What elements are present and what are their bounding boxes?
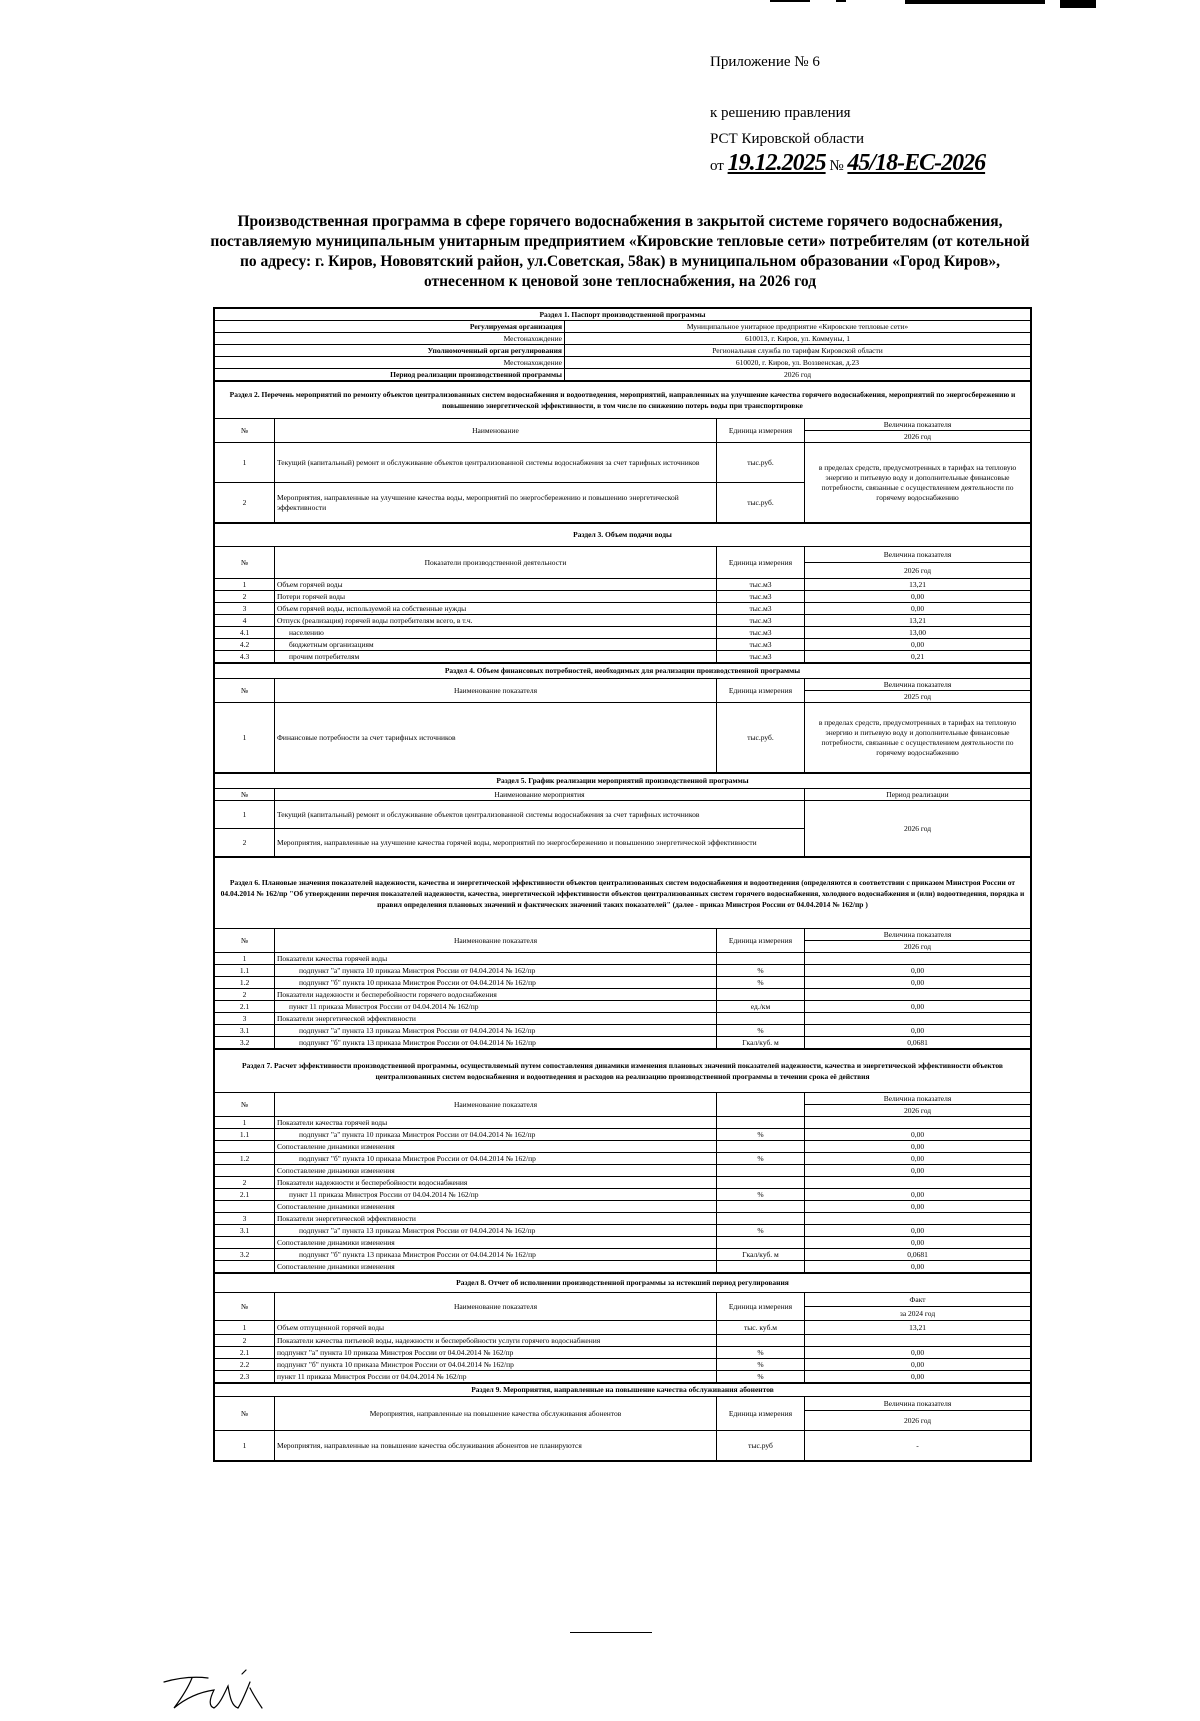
header-value: Величина показателя: [805, 679, 1031, 691]
row-no: 1.1: [215, 1129, 275, 1141]
header-name: Наименование мероприятия: [275, 789, 805, 801]
row-name: подпункт "б" пункта 10 приказа Минстроя России от 04.04.2014 № 162/пр: [275, 977, 717, 989]
header-value: Величина показателя: [805, 1093, 1031, 1105]
header-no: №: [215, 1093, 275, 1117]
header-year: 2026 год: [805, 941, 1031, 953]
row-unit: тыс.руб.: [717, 703, 805, 773]
passport-value: 2026 год: [565, 369, 1031, 381]
row-no: [215, 1261, 275, 1273]
header-unit: Единица измерения: [717, 1397, 805, 1431]
row-no: 1: [215, 1117, 275, 1129]
row-value: [805, 1213, 1031, 1225]
row-name: подпункт "б" пункта 13 приказа Минстроя России от 04.04.2014 № 162/пр: [275, 1037, 717, 1049]
row-value: 0,00: [805, 1141, 1031, 1153]
row-no: 2: [215, 1335, 275, 1347]
row-name: Показатели энергетической эффективности: [275, 1013, 717, 1025]
row-value: 0,00: [805, 1165, 1031, 1177]
document-title: Производственная программа в сфере горячего водоснабжения в закрытой системе горячего водоснабжения, поставляемую муниципальным унитарным предприятием «Кировские тепловые сети» потребителям (от котельной по адресу: г. Киров, Нововятский район, ул.Советская, 58ак) в муниципальном образовании «Город Киров», отнесенном к ценовой зоне теплоснабжения, на 2026 год: [210, 213, 1030, 290]
header-year: 2025 год: [805, 691, 1031, 703]
passport-label: Местонахождение: [215, 357, 565, 369]
header-no: №: [215, 547, 275, 579]
row-name: Объем горячей воды: [275, 579, 717, 591]
row-unit: тыс.м3: [717, 651, 805, 663]
row-name: подпункт "а" пункта 10 приказа Минстроя России от 04.04.2014 № 162/пр: [275, 965, 717, 977]
row-name: бюджетным организациям: [275, 639, 717, 651]
row-unit: %: [717, 1225, 805, 1237]
row-name: пункт 11 приказа Минстроя России от 04.04.2014 № 162/пр: [275, 1189, 717, 1201]
section-9-title: Раздел 9. Мероприятия, направленные на повышение качества обслуживания абонентов: [215, 1384, 1031, 1397]
row-name: подпункт "б" пункта 10 приказа Минстроя России от 04.04.2014 № 162/пр: [275, 1153, 717, 1165]
header-year: 2026 год: [805, 563, 1031, 579]
scan-mark: [770, 0, 810, 2]
header-name: Мероприятия, направленные на повышение качества обслуживания абонентов: [275, 1397, 717, 1431]
section-7-efficiency: [214, 1049, 1031, 1273]
row-value: 13,21: [805, 579, 1031, 591]
row-no: 1: [215, 801, 275, 829]
header-unit: Единица измерения: [717, 929, 805, 953]
row-value: 0,0681: [805, 1249, 1031, 1261]
header-year: 2026 год: [805, 1105, 1031, 1117]
scan-mark: [1060, 0, 1096, 8]
header-value: Величина показателя: [805, 1397, 1031, 1411]
row-name: Мероприятия, направленные на улучшение качества горячей воды, мероприятий по энергосбережению и повышению энергетической эффективности: [275, 829, 805, 857]
header-value: Величина показателя: [805, 929, 1031, 941]
row-no: 1: [215, 579, 275, 591]
row-name: подпункт "а" пункта 10 приказа Минстроя России от 04.04.2014 № 162/пр: [275, 1347, 717, 1359]
row-value: [805, 989, 1031, 1001]
scan-mark: [836, 0, 846, 2]
row-unit: [717, 1177, 805, 1189]
row-name: населению: [275, 627, 717, 639]
row-unit: [717, 1335, 805, 1347]
row-unit: тыс.м3: [717, 579, 805, 591]
decision-date-number: [710, 150, 985, 177]
row-name: Показатели энергетической эффективности: [275, 1213, 717, 1225]
row-unit: Гкал/куб. м: [717, 1037, 805, 1049]
section-9-service-quality: [214, 1383, 1031, 1461]
row-name: Сопоставление динамики изменения: [275, 1261, 717, 1273]
row-unit: [717, 1013, 805, 1025]
header-name: Наименование показателя: [275, 679, 717, 703]
row-no: 1: [215, 1431, 275, 1461]
row-unit: %: [717, 1129, 805, 1141]
row-name: Показатели качества горячей воды: [275, 1117, 717, 1129]
row-unit: ед./км: [717, 1001, 805, 1013]
row-unit: [717, 1141, 805, 1153]
header-name: Наименование показателя: [275, 929, 717, 953]
header-value: Величина показателя: [805, 419, 1031, 431]
row-name: Потери горячей воды: [275, 591, 717, 603]
row-no: 4: [215, 615, 275, 627]
row-value: 13,21: [805, 615, 1031, 627]
header-unit: Единица измерения: [717, 679, 805, 703]
row-name: подпункт "б" пункта 13 приказа Минстроя России от 04.04.2014 № 162/пр: [275, 1249, 717, 1261]
row-unit: тыс.м3: [717, 615, 805, 627]
section-3-water-volume: [214, 523, 1031, 663]
header-name: Наименование показателя: [275, 1293, 717, 1321]
row-value: [805, 1335, 1031, 1347]
handwritten-date: 19.12.2025: [727, 150, 826, 176]
header-year: 2026 год: [805, 431, 1031, 443]
number-prefix: №: [829, 158, 844, 174]
row-unit: тыс.руб.: [717, 483, 805, 523]
row-name: Мероприятия, направленные на повышение качества обслуживания абонентов не планируются: [275, 1431, 717, 1461]
section-1-title: Раздел 1. Паспорт производственной программы: [215, 309, 1031, 321]
passport-value: 610020, г. Киров, ул. Воззвенская, д.23: [565, 357, 1031, 369]
row-value: [805, 1013, 1031, 1025]
header-unit: Единица измерения: [717, 1293, 805, 1321]
row-no: 1.2: [215, 977, 275, 989]
header-name: Наименование показателя: [275, 1093, 717, 1117]
row-unit: %: [717, 977, 805, 989]
section-8-report: [214, 1273, 1031, 1383]
row-no: [215, 1201, 275, 1213]
row-value: 0,00: [805, 1347, 1031, 1359]
row-no: 2: [215, 1177, 275, 1189]
row-name: подпункт "а" пункта 10 приказа Минстроя России от 04.04.2014 № 162/пр: [275, 1129, 717, 1141]
row-value: 0,00: [805, 1225, 1031, 1237]
row-unit: тыс.м3: [717, 591, 805, 603]
passport-label: Уполномоченный орган регулирования: [215, 345, 565, 357]
row-value: 13,21: [805, 1321, 1031, 1335]
row-name: Сопоставление динамики изменения: [275, 1141, 717, 1153]
row-no: 1: [215, 703, 275, 773]
row-no: 2.2: [215, 1359, 275, 1371]
row-value: 0,00: [805, 1371, 1031, 1383]
from-prefix: от: [710, 158, 724, 174]
header-no: №: [215, 1397, 275, 1431]
section-7-title: Раздел 7. Расчет эффективности производственной программы, осуществляемый путем сопоставления динамики изменения плановых значений показателей надежности, качества и энергетической эффективности объектов централизованных систем водоснабжения и водоотведения и расходов на реализацию производственной программы в течении срока её действия: [215, 1050, 1031, 1093]
row-unit: тыс. куб.м: [717, 1321, 805, 1335]
row-name: Объем отпущенной горячей воды: [275, 1321, 717, 1335]
row-value: 13,00: [805, 627, 1031, 639]
row-unit: [717, 1213, 805, 1225]
row-value: 0,00: [805, 603, 1031, 615]
row-name: прочим потребителям: [275, 651, 717, 663]
row-value: -: [805, 1431, 1031, 1461]
row-unit: %: [717, 1189, 805, 1201]
signature-mark: [162, 1668, 282, 1714]
row-no: [215, 1141, 275, 1153]
row-no: 2.1: [215, 1001, 275, 1013]
row-no: 2: [215, 591, 275, 603]
header-no: №: [215, 1293, 275, 1321]
row-unit: %: [717, 1359, 805, 1371]
header-unit: Единица измерения: [717, 419, 805, 443]
section-4-financial-needs: [214, 663, 1031, 773]
row-name: Сопоставление динамики изменения: [275, 1237, 717, 1249]
row-no: 4.3: [215, 651, 275, 663]
row-unit: [717, 1201, 805, 1213]
row-value: 0,00: [805, 1201, 1031, 1213]
row-no: 2: [215, 829, 275, 857]
row-value: 0,0681: [805, 1037, 1031, 1049]
row-unit: [717, 953, 805, 965]
row-unit: [717, 1261, 805, 1273]
row-no: 3.2: [215, 1037, 275, 1049]
row-name: Финансовые потребности за счет тарифных источников: [275, 703, 717, 773]
row-value: 0,00: [805, 1359, 1031, 1371]
row-value: 0,00: [805, 1237, 1031, 1249]
row-name: подпункт "б" пункта 10 приказа Минстроя России от 04.04.2014 № 162/пр: [275, 1359, 717, 1371]
bottom-rule: [570, 1632, 652, 1633]
row-unit: тыс.м3: [717, 603, 805, 615]
header-period: Период реализации: [805, 789, 1031, 801]
row-value: 0,00: [805, 965, 1031, 977]
row-no: 1: [215, 1321, 275, 1335]
section-5-title: Раздел 5. График реализации мероприятий производственной программы: [215, 774, 1031, 789]
row-unit: Гкал/куб. м: [717, 1249, 805, 1261]
passport-value: 610013, г. Киров, ул. Коммуны, 1: [565, 333, 1031, 345]
decision-line-1: к решению правления: [710, 105, 851, 121]
row-name: пункт 11 приказа Минстроя России от 04.04.2014 № 162/пр: [275, 1001, 717, 1013]
row-no: 4.1: [215, 627, 275, 639]
row-no: 1.1: [215, 965, 275, 977]
row-no: 3.2: [215, 1249, 275, 1261]
row-no: 3: [215, 1013, 275, 1025]
program-tables: [213, 307, 1032, 1462]
row-unit: тыс.м3: [717, 627, 805, 639]
passport-value: Региональная служба по тарифам Кировской области: [565, 345, 1031, 357]
row-no: 2: [215, 483, 275, 523]
row-value: [805, 1117, 1031, 1129]
row-value: в пределах средств, предусмотренных в тарифах на тепловую энергию и питьевую воду и дополнительные финансовые потребности, связанные с осуществлением деятельности по горячему водоснабжению: [805, 703, 1031, 773]
row-no: 3: [215, 603, 275, 615]
row-no: 2.1: [215, 1189, 275, 1201]
row-name: Показатели качества горячей воды: [275, 953, 717, 965]
row-name: Текущий (капитальный) ремонт и обслуживание объектов централизованной системы водоснабжения за счет тарифных источников: [275, 443, 717, 483]
row-value: [805, 1177, 1031, 1189]
section-5-schedule: [214, 773, 1031, 857]
row-unit: %: [717, 1371, 805, 1383]
decision-line-2: РСТ Кировской области: [710, 131, 865, 147]
passport-label: Период реализации производственной программы: [215, 369, 565, 381]
section-2-activities: [214, 381, 1031, 523]
row-value: 0,00: [805, 1025, 1031, 1037]
row-value: [805, 953, 1031, 965]
row-unit: [717, 1117, 805, 1129]
row-period: 2026 год: [805, 801, 1031, 857]
header-name: Показатели производственной деятельности: [275, 547, 717, 579]
header-name: Наименование: [275, 419, 717, 443]
header-value: Величина показателя: [805, 547, 1031, 563]
row-value: 0,00: [805, 1261, 1031, 1273]
passport-label: Регулируемая организация: [215, 321, 565, 333]
row-no: [215, 1237, 275, 1249]
row-name: Сопоставление динамики изменения: [275, 1165, 717, 1177]
header-year: за 2024 год: [805, 1307, 1031, 1321]
row-unit: тыс.руб: [717, 1431, 805, 1461]
decision-reference: [710, 100, 864, 152]
header-no: №: [215, 419, 275, 443]
row-name: Отпуск (реализация) горячей воды потребителям всего, в т.ч.: [275, 615, 717, 627]
row-unit: тыс.м3: [717, 639, 805, 651]
row-unit: [717, 989, 805, 1001]
row-no: 3: [215, 1213, 275, 1225]
row-name: Текущий (капитальный) ремонт и обслуживание объектов централизованной системы водоснабжения за счет тарифных источников: [275, 801, 805, 829]
header-value: Факт: [805, 1293, 1031, 1307]
row-unit: %: [717, 1153, 805, 1165]
header-unit-empty: [717, 1093, 805, 1117]
header-no: №: [215, 929, 275, 953]
row-value: 0,00: [805, 639, 1031, 651]
row-value: 0,00: [805, 1129, 1031, 1141]
row-no: 1: [215, 443, 275, 483]
row-no: 2.3: [215, 1371, 275, 1383]
row-value: 0,21: [805, 651, 1031, 663]
row-unit: тыс.руб.: [717, 443, 805, 483]
section-2-title: Раздел 2. Перечень мероприятий по ремонту объектов централизованных систем водоснабжения и водоотведения, мероприятий, направленных на улучшение качества горячего водоснабжения, мероприятий по энергосбережению и повышению энергетической эффективности, в том числе по снижению потерь воды при транспортировке: [215, 382, 1031, 419]
passport-label: Местонахождение: [215, 333, 565, 345]
handwritten-number: 45/18-ЕС-2026: [847, 150, 986, 176]
row-unit: %: [717, 1347, 805, 1359]
row-name: Показатели надежности и бесперебойности водоснабжения: [275, 1177, 717, 1189]
row-no: 1: [215, 953, 275, 965]
row-no: 3.1: [215, 1225, 275, 1237]
row-no: [215, 1165, 275, 1177]
row-name: Объем горячей воды, используемой на собственные нужды: [275, 603, 717, 615]
row-name: Показатели надежности и бесперебойности горячего водоснабжения: [275, 989, 717, 1001]
row-value: 0,00: [805, 591, 1031, 603]
row-value: 0,00: [805, 1189, 1031, 1201]
header-no: №: [215, 679, 275, 703]
row-no: 1.2: [215, 1153, 275, 1165]
section-6-indicators: [214, 857, 1031, 1049]
row-name: подпункт "а" пункта 13 приказа Минстроя России от 04.04.2014 № 162/пр: [275, 1025, 717, 1037]
row-unit: [717, 1237, 805, 1249]
row-no: 3.1: [215, 1025, 275, 1037]
row-unit: %: [717, 965, 805, 977]
row-value: 0,00: [805, 977, 1031, 989]
row-no: 2.1: [215, 1347, 275, 1359]
passport-value: Муниципальное унитарное предприятие «Кировские тепловые сети»: [565, 321, 1031, 333]
scan-mark: [905, 0, 1045, 4]
header-no: №: [215, 789, 275, 801]
row-name: пункт 11 приказа Минстроя России от 04.04.2014 № 162/пр: [275, 1371, 717, 1383]
row-value: в пределах средств, предусмотренных в тарифах на тепловую энергию и питьевую воду и дополнительные финансовые потребности, связанные с осуществлением деятельности по горячему водоснабжению: [805, 443, 1031, 523]
header-unit: Единица измерения: [717, 547, 805, 579]
section-3-title: Раздел 3. Объем подачи воды: [215, 524, 1031, 547]
appendix-label: Приложение № 6: [710, 54, 820, 70]
section-8-title: Раздел 8. Отчет об исполнении производственной программы за истекший период регулирования: [215, 1274, 1031, 1293]
section-4-title: Раздел 4. Объем финансовых потребностей, необходимых для реализации производственной программы: [215, 664, 1031, 679]
section-6-title: Раздел 6. Плановые значения показателей надежности, качества и энергетической эффективности объектов централизованных систем водоснабжения и водоотведения (определяются в соответствии с приказом Минстроя России от 04.04.2014 № 162/пр "Об утверждении перечня показателей надежности, качества, энергетической эффективности объектов централизованных систем горячего водоснабжения, холодного водоснабжения и (или) водоотведения, порядка и правил определения плановых значений и фактических значений таких показателей" (далее - приказ Минстроя России от 04.04.2014 № 162/пр ): [215, 858, 1031, 929]
row-unit: [717, 1165, 805, 1177]
section-1-passport: [214, 308, 1031, 381]
header-year: 2026 год: [805, 1411, 1031, 1431]
row-name: Показатели качества питьевой воды, надежности и бесперебойности услуги горячего водоснабжения: [275, 1335, 717, 1347]
row-no: 2: [215, 989, 275, 1001]
row-name: Сопоставление динамики изменения: [275, 1201, 717, 1213]
row-name: Мероприятия, направленные на улучшение качества воды, мероприятий по энергосбережению и повышению энергетической эффективности: [275, 483, 717, 523]
row-unit: %: [717, 1025, 805, 1037]
row-value: 0,00: [805, 1153, 1031, 1165]
row-no: 4.2: [215, 639, 275, 651]
row-name: подпункт "а" пункта 13 приказа Минстроя России от 04.04.2014 № 162/пр: [275, 1225, 717, 1237]
row-value: 0,00: [805, 1001, 1031, 1013]
